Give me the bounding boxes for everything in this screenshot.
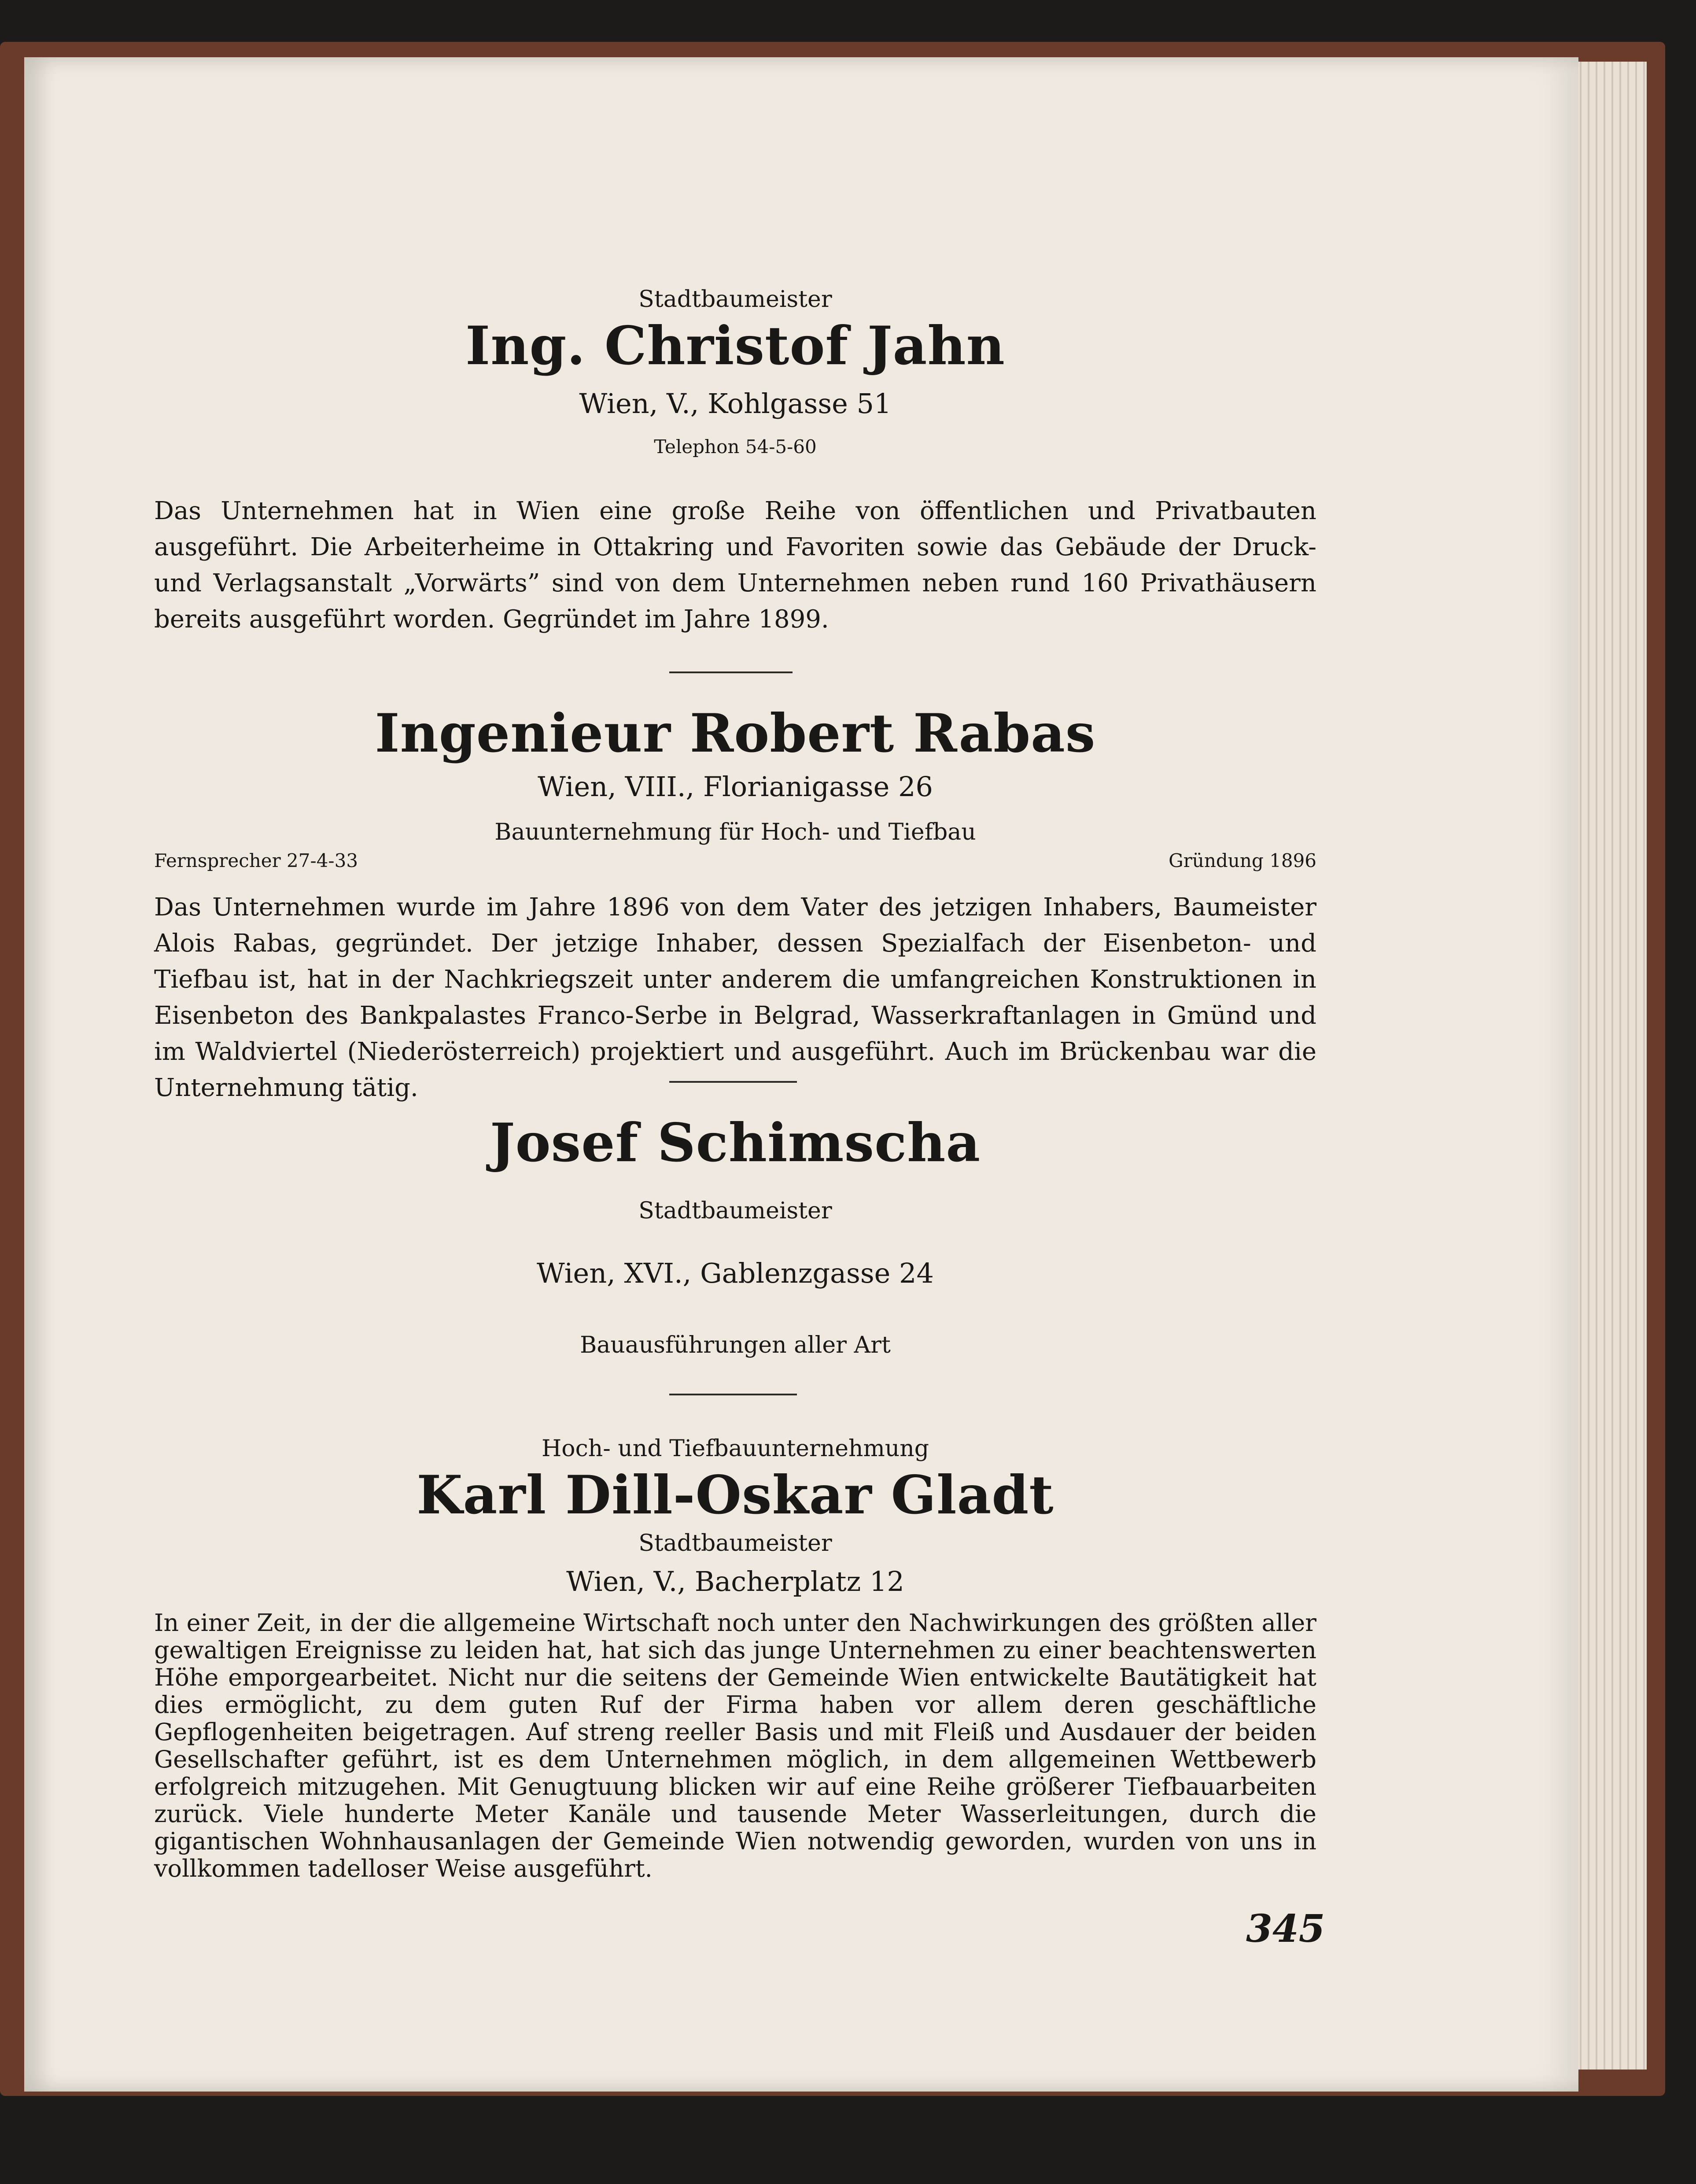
jahn-phone: Telephon 54-5-60 <box>654 436 817 457</box>
gladt-title: Stadtbaumeister <box>638 1530 832 1557</box>
rabas-phone: Fernsprecher 27-4-33 <box>154 850 358 871</box>
jahn-title: Stadtbaumeister <box>638 286 832 313</box>
divider-3 <box>669 1394 797 1395</box>
jahn-address: Wien, V., Kohlgasse 51 <box>579 387 892 420</box>
jahn-body: Das Unternehmen hat in Wien eine große Reihe von öffentlichen und Privatbauten ausgeführt. Die Arbeiterheime in Ottakring und Favoriten sowie das Gebäude der Druck- und Verlagsanstalt „Vorwärts” sind von dem Unternehmen neben rund 160 Privathäusern bereits ausgeführt worden. Gegründet im Jahre 1899. <box>154 497 1316 634</box>
gladt-business: Hoch- und Tiefbauunternehmung <box>541 1435 929 1462</box>
rabas-contact-row <box>154 850 1316 871</box>
rabas-business: Bauunternehmung für Hoch- und Tiefbau <box>494 819 976 845</box>
gladt-body: In einer Zeit, in der die allgemeine Wirtschaft noch unter den Nachwirkungen des größten aller gewaltigen Ereignisse zu leiden hat, hat sich das junge Unternehmen zu einer beachtenswerten Höhe emporgearbeitet. Nicht nur die seitens der Gemeinde Wien entwickelte Bautätigkeit hat dies ermöglicht, zu dem guten Ruf der Firma haben vor allem deren geschäftliche Gepflogenheiten beigetragen. Auf streng reeller Basis und mit Fleiß und Ausdauer der beiden Gesellschafter geführt, ist es dem Unternehmen möglich, in dem allgemeinen Wettbewerb erfolgreich mitzugehen. Mit Genugtuung blicken wir auf eine Reihe größerer Tiefbauarbeiten zurück. Viele hunderte Meter Kanäle und tausende Meter Wasserleitungen, durch die gigantischen Wohnhausanlagen der Gemeinde Wien notwendig geworden, wurden von uns in vollkommen tadelloser Weise ausgeführt. <box>154 1609 1316 1882</box>
page-number: 345 <box>1246 1907 1325 1951</box>
schimscha-title: Stadtbaumeister <box>638 1198 832 1224</box>
schimscha-business: Bauausführungen aller Art <box>580 1332 891 1358</box>
rabas-name: Ingenieur Robert Rabas <box>375 702 1096 764</box>
divider-2 <box>669 1081 797 1083</box>
rabas-founded: Gründung 1896 <box>1169 850 1316 871</box>
gladt-address: Wien, V., Bacherplatz 12 <box>566 1565 904 1597</box>
divider-1 <box>669 671 793 673</box>
rabas-body: Das Unternehmen wurde im Jahre 1896 von dem Vater des jetzigen Inhabers, Baumeister Alois Rabas, gegründet. Der jetzige Inhaber, dessen Spezialfach der Eisenbeton- und Tiefbau ist, hat in der Nachkriegszeit unter anderem die umfangreichen Konstruktionen in Eisenbeton des Bankpalastes Franco-Serbe in Belgrad, Wasserkraftanlagen in Gmünd und im Waldviertel (Niederösterreich) projektiert und ausgeführt. Auch im Brückenbau war die Unternehmung tätig. <box>154 893 1316 1102</box>
schimscha-address: Wien, XVI., Gablenzgasse 24 <box>537 1257 934 1289</box>
rabas-address: Wien, VIII., Florianigasse 26 <box>538 771 933 803</box>
jahn-name: Ing. Christof Jahn <box>465 315 1005 377</box>
gladt-name: Karl Dill-Oskar Gladt <box>417 1464 1054 1526</box>
schimscha-name: Josef Schimscha <box>490 1112 981 1174</box>
